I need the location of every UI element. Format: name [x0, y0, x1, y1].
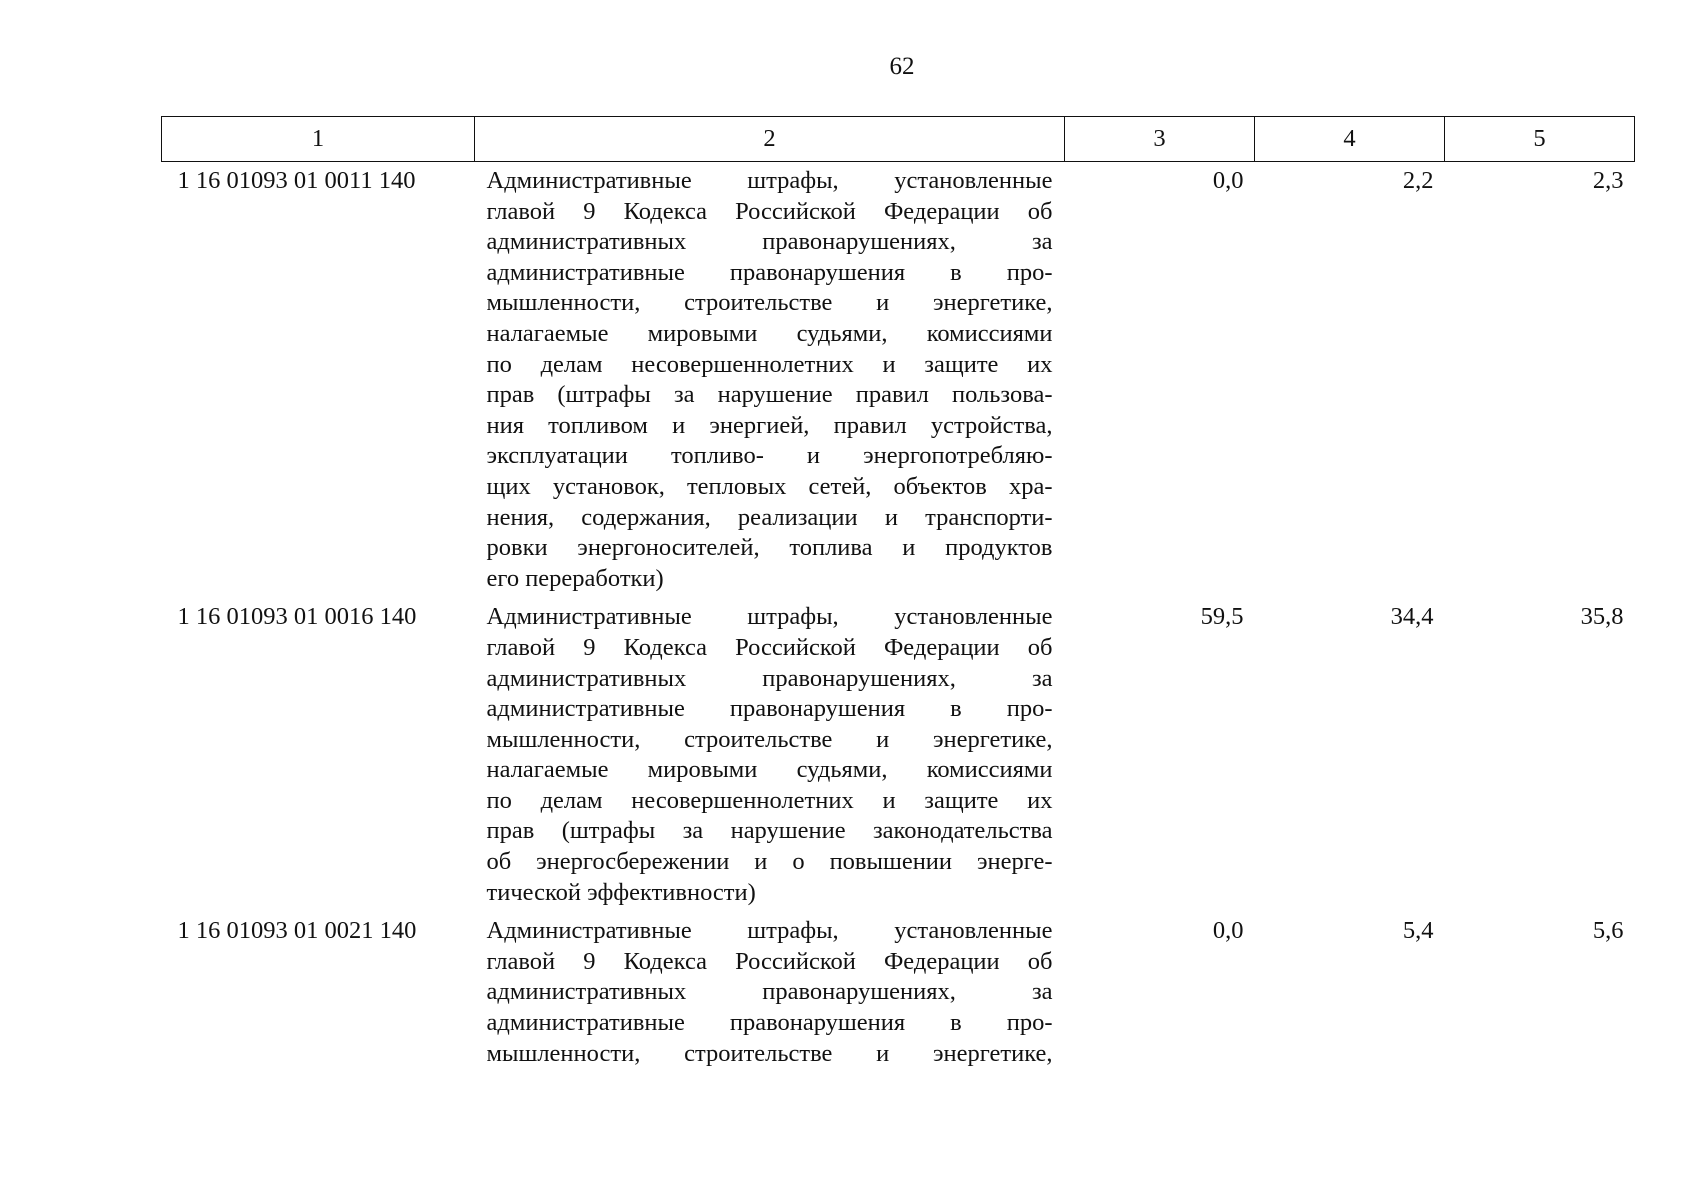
description-line: нения, содержания, реализации и транспорти-: [486, 503, 1053, 531]
description-line: административных правонарушениях, за: [486, 664, 1053, 692]
description-line: щих установок, тепловых сетей, объектов хра-: [486, 472, 1053, 500]
row-col4-value: 2,2: [1402, 167, 1434, 194]
description-line: Административные штрафы, установленные: [486, 917, 1053, 945]
header-col-5: 5: [1445, 117, 1635, 162]
description-line: тической эффективности): [486, 878, 756, 906]
description-line: главой 9 Кодекса Российской Федерации об: [486, 947, 1053, 975]
description-line: административные правонарушения в про-: [486, 258, 1053, 286]
row-col4-value: 5,4: [1402, 917, 1434, 945]
description-line: административные правонарушения в про-: [486, 695, 1053, 723]
row-col3-value: 59,5: [1200, 603, 1244, 631]
description-line: главой 9 Кодекса Российской Федерации об: [486, 197, 1053, 225]
table-header: [162, 117, 1635, 162]
description-line: об энергосбережении и о повышении энерге-: [486, 848, 1053, 876]
header-col-2: 2: [475, 117, 1065, 162]
budget-table: [161, 116, 1635, 1069]
description-line: ния топливом и энергией, правил устройства,: [486, 411, 1053, 439]
header-col-1: 1: [162, 117, 475, 162]
row-col4-value: 34,4: [1390, 603, 1434, 631]
description-line: прав (штрафы за нарушение правил пользова-: [486, 381, 1053, 409]
description-line: прав (штрафы за нарушение законодательства: [486, 817, 1053, 845]
row-code: 1 16 01093 01 0011 140: [177, 167, 416, 194]
row-code: 1 16 01093 01 0021 140: [177, 917, 417, 945]
table-row: [162, 594, 1635, 908]
header-col-3: 3: [1065, 117, 1255, 162]
row-description: [475, 594, 1065, 908]
description-line: ровки энергоносителей, топлива и продуктов: [486, 534, 1053, 562]
table-row: [162, 908, 1635, 1069]
description-line: мышленности, строительстве и энергетике,: [486, 725, 1053, 753]
description-line: по делам несовершеннолетних и защите их: [486, 786, 1053, 814]
description-line: его переработки): [486, 564, 664, 592]
page-number: 62: [889, 53, 915, 80]
header-row: [162, 117, 1635, 162]
table-row: [162, 162, 1635, 595]
row-col3-value: 0,0: [1212, 917, 1244, 945]
row-col5-value: 35,8: [1580, 603, 1624, 631]
description-line: налагаемые мировыми судьями, комиссиями: [486, 319, 1053, 347]
table-body: [162, 162, 1635, 1070]
row-description: [475, 908, 1065, 1069]
row-code: 1 16 01093 01 0016 140: [177, 603, 417, 631]
description-line: мышленности, строительстве и энергетике,: [486, 1039, 1053, 1067]
description-line: Административные штрафы, установленные: [486, 167, 1053, 194]
row-col5-value: 5,6: [1592, 917, 1624, 945]
description-line: налагаемые мировыми судьями, комиссиями: [486, 756, 1053, 784]
description-line: по делам несовершеннолетних и защите их: [486, 350, 1053, 378]
header-col-4: 4: [1255, 117, 1445, 162]
description-line: главой 9 Кодекса Российской Федерации об: [486, 633, 1053, 661]
description-line: эксплуатации топливо- и энергопотребляю-: [486, 442, 1053, 470]
description-line: административные правонарушения в про-: [486, 1009, 1053, 1037]
row-col5-value: 2,3: [1592, 167, 1624, 194]
description-line: Административные штрафы, установленные: [486, 603, 1053, 631]
description-line: мышленности, строительстве и энергетике,: [486, 289, 1053, 317]
row-col3-value: 0,0: [1212, 167, 1244, 194]
description-line: административных правонарушениях, за: [486, 978, 1053, 1006]
description-line: административных правонарушениях, за: [486, 228, 1053, 256]
row-description: [475, 162, 1065, 595]
